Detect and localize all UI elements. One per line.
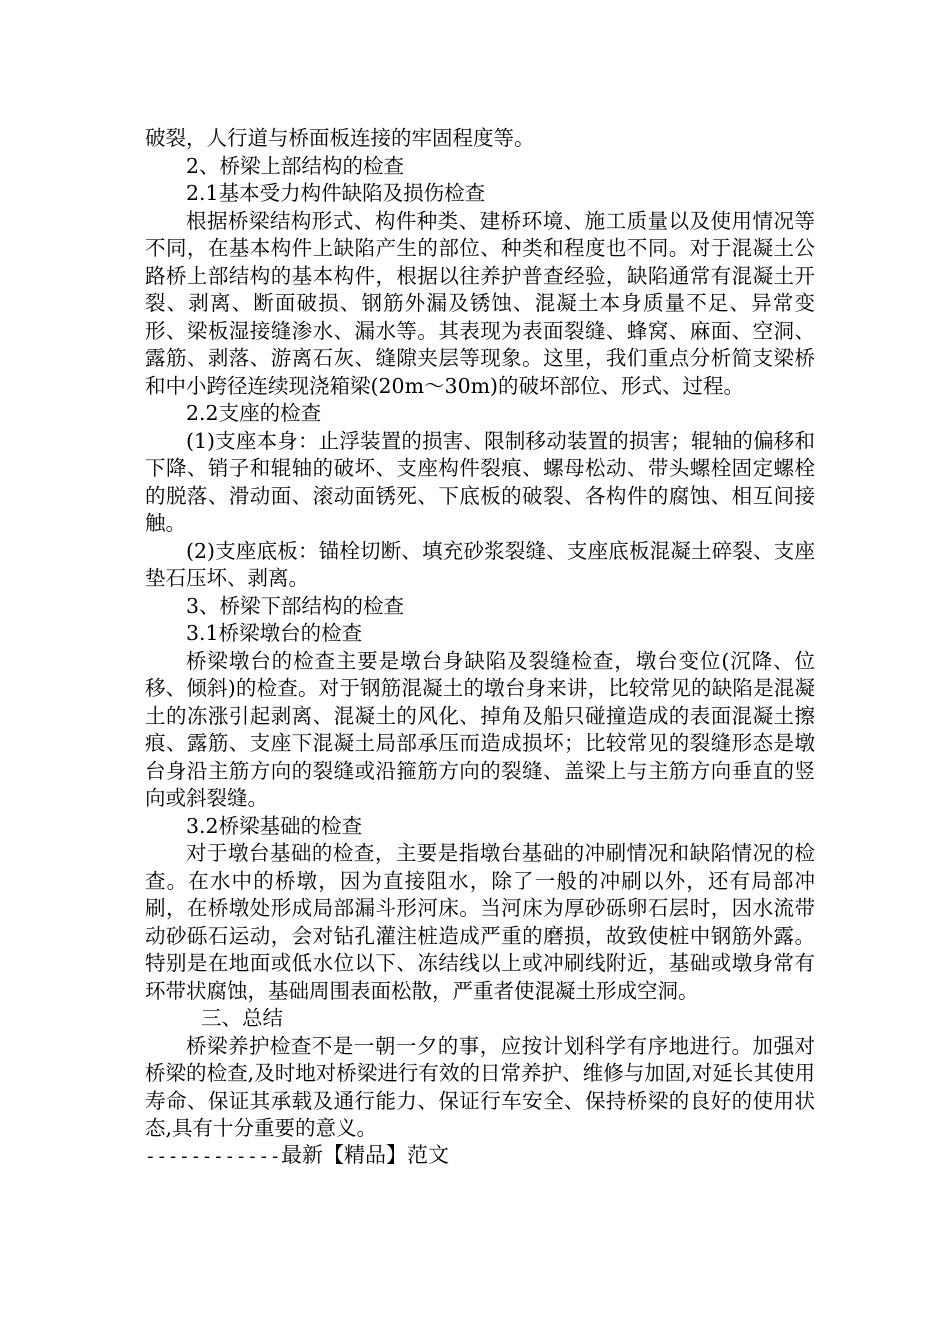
subsection-heading: 2.1基本受力构件缺陷及损伤检查 [186,181,486,205]
subsection-heading: 3.2桥梁基础的检查 [186,813,363,838]
body-paragraph: 桥梁养护检查不是一朝一夕的事，应按计划科学有序地进行。加强对桥梁的检查,及时地对桥梁进行有效的日常养护、维修与加固,对延长其使用寿命、保证其承载及通行能力、保证行车安全、保持桥梁的良好的使用状态,具有十分重要的意义。 [145,1033,815,1140]
body-paragraph: 对于墩台基础的检查，主要是指墩台基础的冲刷情况和缺陷情况的检查。在水中的桥墩，因为直接阻水，除了一般的冲刷以外，还有局部冲刷，在桥墩处形成局部漏斗形河床。当河床为厚砂砾卵石层时，因水流带动砂砾石运动，会对钻孔灌注桩造成严重的磨损，故致使桩中钢筋外露。特别是在地面或低水位以下、冻结线以上或冲刷线附近，基础或墩身常有环带状腐蚀，基础周围表面松散，严重者使混凝土形成空洞。 [145,841,815,1003]
body-paragraph: 根据桥梁结构形式、构件种类、建桥环境、施工质量以及使用情况等不同，在基本构件上缺陷产生的部位、种类和程度也不同。对于混凝土公路桥上部结构的基本构件，根据以往养护普查经验，缺陷通常有混凝土开裂、剥离、断面破损、钢筋外漏及锈蚀、混凝土本身质量不足、异常变形、梁板湿接缝渗水、漏水等。其表现为表面裂缝、蜂窝、麻面、空洞、露筋、剥落、游离石灰、缝隙夹层等现象。这里，我们重点分析简支梁桥和中小跨径连续现浇箱梁(20m～30m)的破坏部位、形式、过程。 [145,208,815,398]
subsection-heading: 3.1桥梁墩台的检查 [186,621,363,645]
body-paragraph: 桥梁墩台的检查主要是墩台身缺陷及裂缝检查，墩台变位(沉降、位移、倾斜)的检查。对于钢筋混凝土的墩台身来讲，比较常见的缺陷是混凝土的冻涨引起剥离、混凝土的风化、掉角及船只碰撞造成的表面混凝土擦痕、露筋、支座下混凝土局部承压而造成损坏；比较常见的裂缝形态是墩台身沿主筋方向的裂缝或沿箍筋方向的裂缝、盖梁上与主筋方向垂直的竖向或斜裂缝。 [145,648,815,810]
body-paragraph: (2)支座底板：锚栓切断、填充砂浆裂缝、支座底板混凝土碎裂、支座垫石压坏、剥离。 [145,538,815,590]
footer-label: 最新【精品】范文 [281,1143,450,1167]
section-heading: 3、桥梁下部结构的检查 [186,593,405,618]
footer-dashes: ------------ [145,1146,282,1167]
subsection-heading: 2.2支座的检查 [186,401,322,425]
footer-tagline [145,1141,449,1171]
section-heading: 2、桥梁上部结构的检查 [186,153,405,178]
chapter-heading: 三、总结 [201,1006,283,1030]
body-paragraph: (1)支座本身：止浮装置的损害、限制移动装置的损害；辊轴的偏移和下降、销子和辊轴的破坏、支座构件裂痕、螺母松动、带头螺栓固定螺栓的脱落、滑动面、滚动面锈死、下底板的破裂、各构件的腐蚀、相互间接触。 [145,428,815,535]
paragraph-continuation: 破裂，人行道与桥面板连接的牢固程度等。 [145,126,535,150]
document-body [145,125,815,1143]
